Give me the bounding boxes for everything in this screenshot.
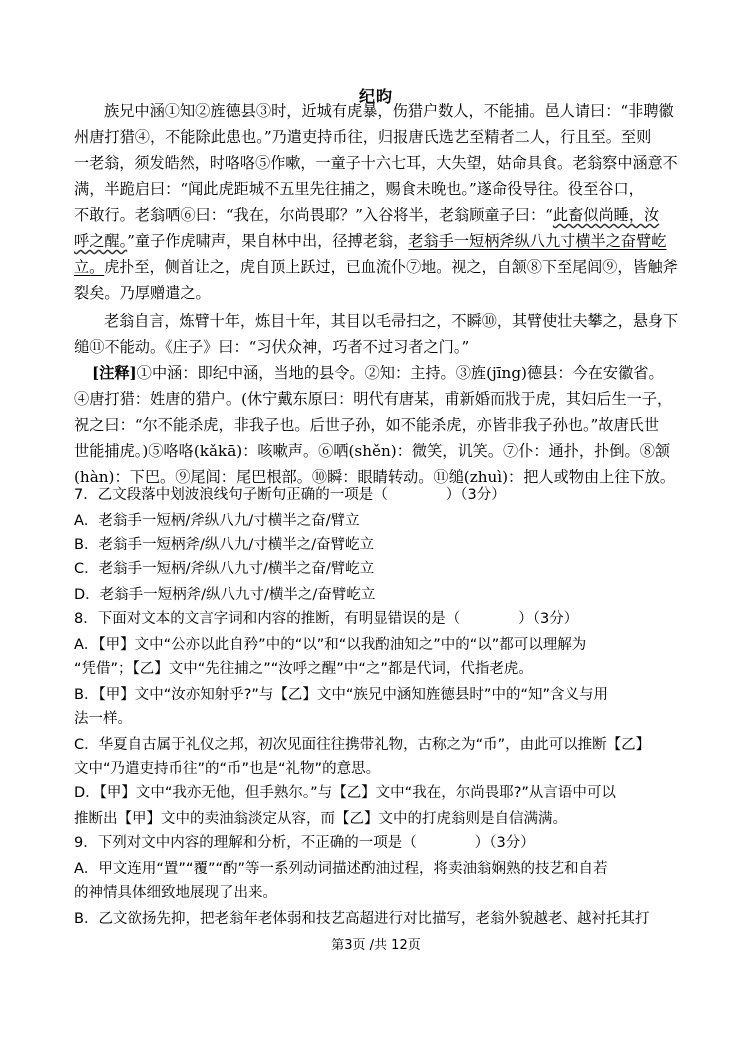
question-8: 8．下面对文本的文言字词和内容的推断，有明显错误的是（ ）（3分） — [74, 611, 579, 627]
option-c: C．老翁手一短柄/斧纵八九寸/横半之奋/臂屹立 — [74, 561, 375, 577]
option-text: 法一样。 — [74, 711, 132, 727]
notes-line: ④唐打猎：姓唐的猎户。(休宁戴东原曰：明代有唐某，甫新婚而戕于虎，其妇后生一子， — [74, 390, 673, 408]
notes-line — [92, 360, 664, 386]
option-a: A．甲文连用“置”“覆”“酌”等一系列动词描述酌油过程，将卖油翁娴熟的技艺和自若 — [74, 861, 608, 877]
notes-line: 世能捕虎。)⑤咯咯(kǎkā)：咳嗽声。⑥哂(shěn)：微笑，讥笑。⑦仆：通扑，扑倒。⑧颔 — [74, 442, 671, 460]
underlined-sentence: 立。 — [74, 258, 105, 276]
page-title: 纪昀 — [358, 87, 393, 106]
text-line — [74, 228, 666, 254]
notes-label: [注释] — [92, 364, 137, 382]
text-line: 裂矣。乃厚赠遣之。 — [74, 284, 211, 302]
text-segment: 不敢行。老翁哂⑥曰：“我在，尔尚畏耶？” — [74, 206, 363, 224]
text-segment: ①中涵：即纪中涵，当地的县令。②知：主持。③旌(jīng)德县：今在安徽省。 — [136, 364, 664, 382]
wavy-underlined-text: 呼之醒。 — [74, 232, 128, 250]
underlined-sentence: 老翁手一短柄斧纵八九寸横半之奋臂屹 — [408, 232, 667, 250]
option-a: A．老翁手一短柄/斧纵八九/寸横半之奋/臂立 — [74, 513, 360, 529]
page-number: 第3页 /共 12页 — [331, 938, 421, 953]
text-segment: ”童子作虎啸声，果自林中出，径搏老翁， — [127, 232, 409, 250]
option-text: 的神情具体细致地展现了出来。 — [74, 885, 277, 901]
question-7: 7．乙文段落中划波浪线句子断句正确的一项是（ ）（3分） — [74, 487, 506, 503]
option-d: D．老翁手一短柄斧/纵八九寸/横半之/奋臂屹立 — [74, 587, 376, 603]
text-line: 满，半跪启曰：“闻此虎距城不五里先往捕之，赐食未晚也。”遂命役导往。役至谷口， — [74, 180, 644, 198]
notes-line: 祝之曰：“尔不能杀虎，非我子也。后世子孙，如不能杀虎，亦皆非我子孙也。”故唐氏世 — [74, 416, 660, 434]
text-line: 老翁自言，炼臂十年，炼目十年，其目以毛帚扫之，不瞬⑩，其臂使壮夫攀之，悬身下 — [104, 312, 679, 330]
option-b: B．老翁手一短柄斧/纵八九/寸横半之/奋臂屹立 — [74, 537, 375, 553]
text-line — [74, 202, 659, 228]
option-b: B．乙文欲扬先抑，把老翁年老体弱和技艺高超进行对比描写，老翁外貌越老、越衬托其打 — [74, 911, 650, 927]
option-text: “凭借”；【乙】文中“先往捕之”“汝呼之醒”中“之”都是代词，代指老虎。 — [74, 661, 533, 677]
text-line: 族兄中涵①知②旌德县③时，近城有虎暴，伤猎户数人，不能捕。邑人请曰：“非聘徽 — [104, 102, 674, 120]
text-segment: 虎扑至，侧首让之，虎自顶上跃过，已血流仆⑦地。视之，自颔⑧下至尾闾⑨，皆触斧 — [104, 258, 678, 276]
text-line: 缒⑪不能动。《庄子》曰：“习伏众神，巧者不过习者之门。” — [74, 338, 470, 356]
option-text: 推断出【甲】文中的卖油翁淡定从容，而【乙】文中的打虎翁则是自信满满。 — [74, 811, 567, 827]
text-line — [74, 254, 678, 280]
option-b: B．【甲】文中“汝亦知射乎?”与【乙】文中“族兄中涵知旌德县时”中的“知”含义与用 — [74, 687, 608, 703]
option-c: C．华夏自古属于礼仪之邦，初次见面往往携带礼物，古称之为“币”，由此可以推断【乙】 — [74, 737, 651, 753]
option-d: D．【甲】文中“我亦无他，但手熟尔。”与【乙】文中“我在，尔尚畏耶?”从言语中可以 — [74, 785, 616, 801]
question-9: 9．下列对文中内容的理解和分析，不正确的一项是（ ）（3分） — [74, 835, 535, 851]
option-text: 文中“乃遣吏持币往”的“币”也是“礼物”的意思。 — [74, 761, 381, 777]
text-line: 一老翁，须发皓然，时咯咯⑤作嗽，一童子十六七耳，大失望，姑命具食。老翁察中涵意不 — [74, 154, 678, 172]
option-a: A．【甲】文中“公亦以此自矜”中的“以”和“以我酌油知之”中的“以”都可以理解为 — [74, 637, 587, 653]
notes-line: (hàn)：下巴。⑨尾闾：尾巴根部。⑩瞬：眼睛转动。⑪缒(zhuì)：把人或物由上往下放。 — [74, 468, 676, 486]
text-segment: 入谷将半，老翁顾童子曰：“ — [362, 206, 553, 224]
text-line: 州唐打猎④，不能除此患也。”乃遣吏持币往，归报唐氏选艺至精者二人，行且至。至则 — [74, 128, 652, 146]
wavy-underlined-text: 此畜似尚睡，汝 — [552, 206, 660, 224]
